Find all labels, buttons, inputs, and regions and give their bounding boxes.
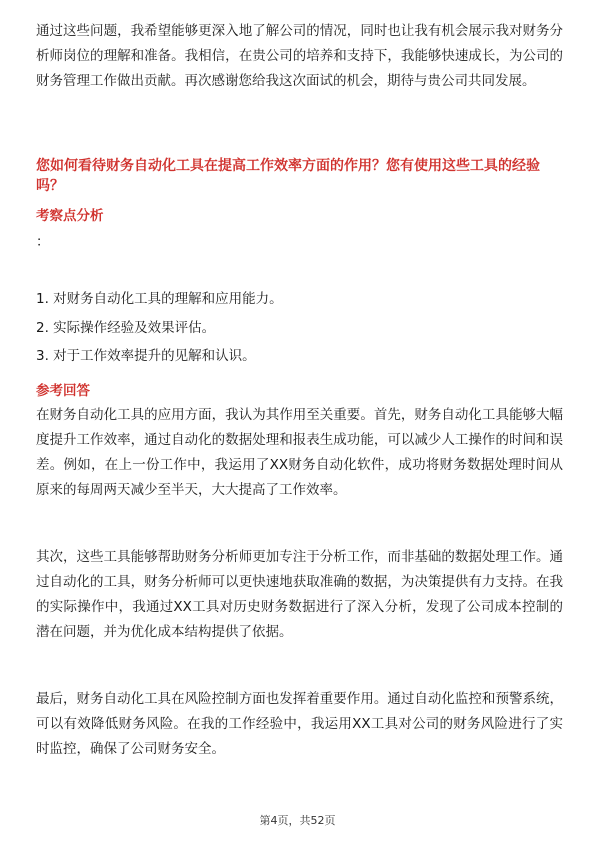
answer-paragraph-1: 在财务自动化工具的应用方面，我认为其作用至关重要。首先，财务自动化工具能够大幅度提升工作效率，通过自动化的数据处理和报表生成功能，可以减少人工操作的时间和误差。例如，在上一份工作中，我运用了XX财务自动化软件，成功将财务数据处理时间从原来的每周两天减少至半天，大大提高了工作效率。	[36, 407, 563, 498]
analysis-colon: ：	[36, 234, 50, 250]
analysis-point-2: 2. 实际操作经验及效果评估。	[36, 320, 216, 336]
answer-heading: 参考回答	[36, 383, 90, 399]
answer-paragraph-3: 最后，财务自动化工具在风险控制方面也发挥着重要作用。通过自动化监控和预警系统，可以有效降低财务风险。在我的工作经验中，我运用XX工具对公司的财务风险进行了实时监控，确保了公司财务安全。	[36, 691, 563, 757]
analysis-point-1: 1. 对财务自动化工具的理解和应用能力。	[36, 291, 283, 307]
analysis-point-3: 3. 对于工作效率提升的见解和认识。	[36, 348, 256, 364]
question-heading: 您如何看待财务自动化工具在提高工作效率方面的作用？您有使用这些工具的经验吗？	[36, 158, 540, 194]
intro-paragraph: 通过这些问题，我希望能够更深入地了解公司的情况，同时也让我有机会展示我对财务分析师岗位的理解和准备。我相信，在贵公司的培养和支持下，我能够快速成长，为公司的财务管理工作做出贡献。再次感谢您给我这次面试的机会，期待与贵公司共同发展。	[36, 23, 563, 89]
analysis-heading: 考察点分析	[36, 208, 104, 224]
answer-paragraph-2: 其次，这些工具能够帮助财务分析师更加专注于分析工作，而非基础的数据处理工作。通过自动化的工具，财务分析师可以更快速地获取准确的数据，为决策提供有力支持。在我的实际操作中，我通过XX工具对历史财务数据进行了深入分析，发现了公司成本控制的潜在问题，并为优化成本结构提供了依据。	[36, 549, 563, 640]
page-number-footer: 第4页，共52页	[259, 814, 336, 827]
